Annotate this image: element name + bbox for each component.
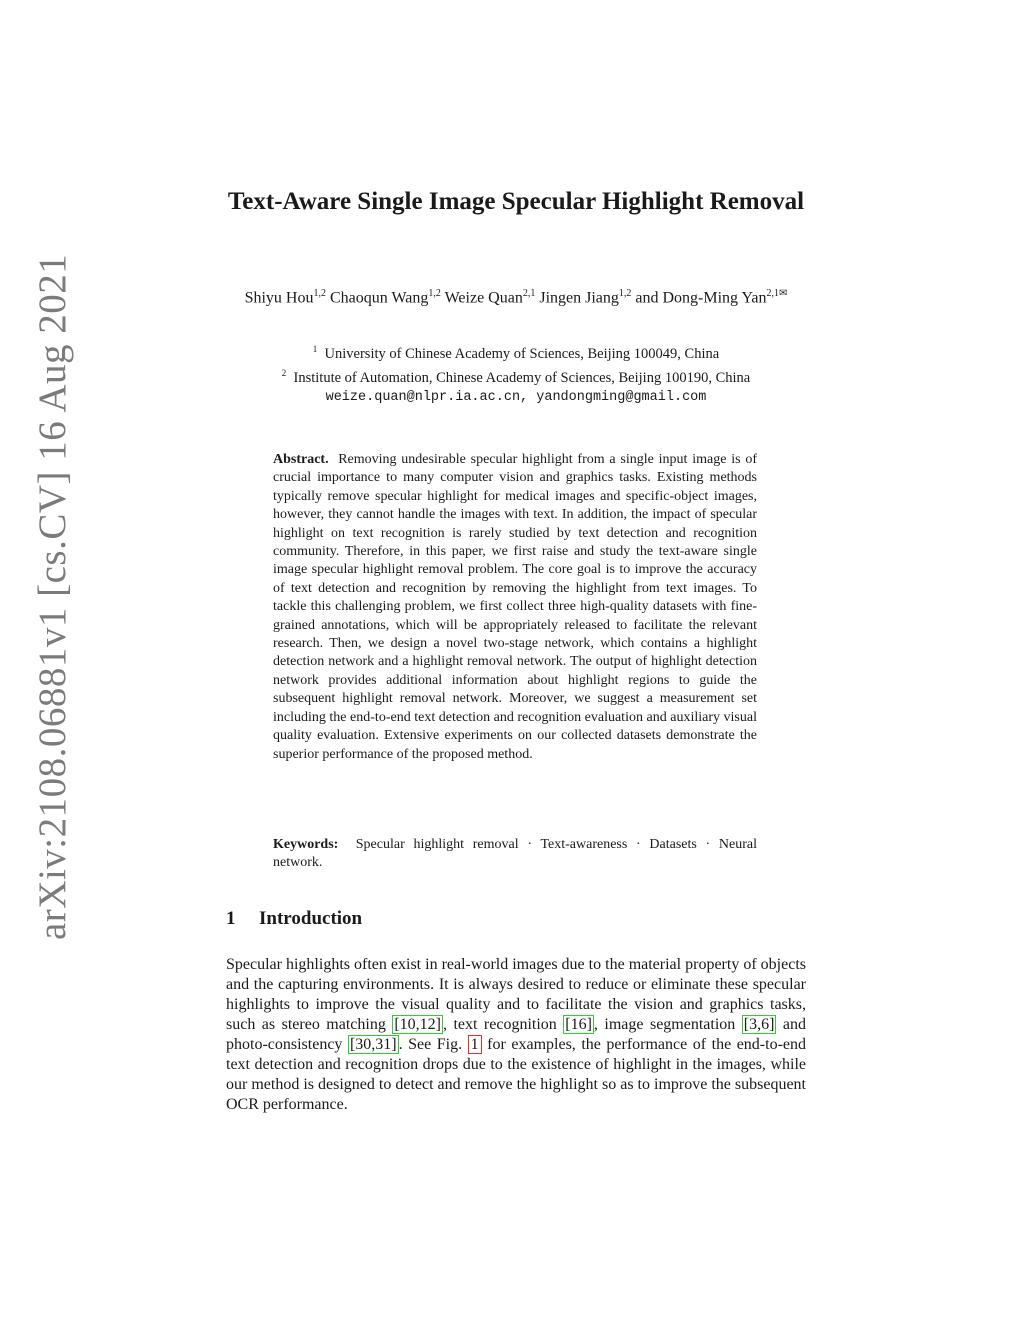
author-affiliation-mark: 1,2 [618,288,632,299]
intro-paragraph [226,955,806,1115]
intro-text: . See Fig. [398,1036,468,1053]
intro-text: , text recognition [442,1016,564,1033]
author-affiliation-mark: 1,2 [428,288,441,299]
affiliation-text: University of Chinese Academy of Sciences, Beijing 100049, China [324,345,720,362]
affiliation-mark: 1 [312,344,318,354]
affiliation-line [222,340,810,364]
affiliation-line [222,364,810,388]
email-addresses[interactable]: weize.quan@nlpr.ia.ac.cn, yandongming@gmail.com [325,389,707,405]
citation-link[interactable]: [10,12] [394,1016,441,1033]
author-affiliation-mark: 1,2 [313,288,326,299]
intro-text: for examples, the performance of the end-to-end text detection and recognition drops due to the existence of highlight in the images, while our method is designed to detect and remove the highlight so as to improve the subsequent OCR performance. [226,1036,807,1113]
section-heading [226,908,362,930]
author-list [222,284,810,308]
author-affiliation-mark: 2,1✉ [766,288,788,299]
citation-link[interactable]: [30,31] [349,1036,397,1053]
keywords-label: Keywords: [273,837,339,852]
keywords [273,836,757,873]
abstract-text: Removing undesirable specular highlight from a single input image is of crucial importance to many computer vision and graphics tasks. Existing methods typically remove specular highlight for medical images and specific-object images, however, they cannot handle the images with text. In addition, the impact of specular highlight on text recognition is rarely studied by text detection and recognition community. Therefore, in this paper, we first raise and study the text-aware single image specular highlight removal problem. The core goal is to improve the accuracy of text detection and recognition by removing the highlight from text images. To tackle this challenging problem, we first collect three high-quality datasets with fine-grained annotations, which will be appropriately released to facilitate the relevant research. Then, we design a novel two-stage network, which contains a highlight detection network and a highlight removal network. The output of highlight detection network provides additional information about highlight regions to guide the subsequent highlight removal network. Moreover, we suggest a measurement set including the end-to-end text detection and recognition evaluation and auxiliary visual quality evaluation. Extensive experiments on our collected datasets demonstrate the superior performance of the proposed method. [273,452,757,762]
abstract [273,451,757,764]
section-title: Introduction [259,908,363,929]
section-number: 1 [226,908,236,929]
author-name: Dong-Ming Yan [662,289,767,307]
intro-text: and photo-consistency [226,1016,807,1053]
paper-title: Text-Aware Single Image Specular Highlight Removal [227,188,805,215]
arxiv-identifier: arXiv:2108.06881v1 [cs.CV] 16 Aug 2021 [31,253,74,940]
affiliations [222,340,810,407]
author-affiliation-mark: 2,1 [522,288,536,299]
figure-reference-link[interactable]: 1 [468,1035,482,1054]
intro-text: Specular highlights often exist in real-world images due to the material property of objects and the capturing environments. It is always desired to reduce or eliminate these specular highlights to improve the visual quality and to facilitate the vision and graphics tasks, such as stereo matching [226,956,806,1033]
affiliation-mark: 2 [281,367,287,378]
author-conjunction: and [635,289,659,307]
affiliation-text: Institute of Automation, Chinese Academy of Sciences, Beijing 100190, China [293,369,751,386]
abstract-label: Abstract. [273,452,329,467]
author-name: Weize Quan [444,289,523,307]
citation-link[interactable]: [3,6] [743,1016,775,1033]
author-name: Jingen Jiang [539,289,619,307]
intro-text: , image segmentation [593,1016,742,1033]
author-name: Shiyu Hou [244,289,314,307]
citation-link[interactable]: [16] [565,1016,592,1033]
keywords-text: Specular highlight removal · Text-awareness · Datasets · Neural network. [273,837,758,871]
author-name: Chaoqun Wang [329,289,429,307]
